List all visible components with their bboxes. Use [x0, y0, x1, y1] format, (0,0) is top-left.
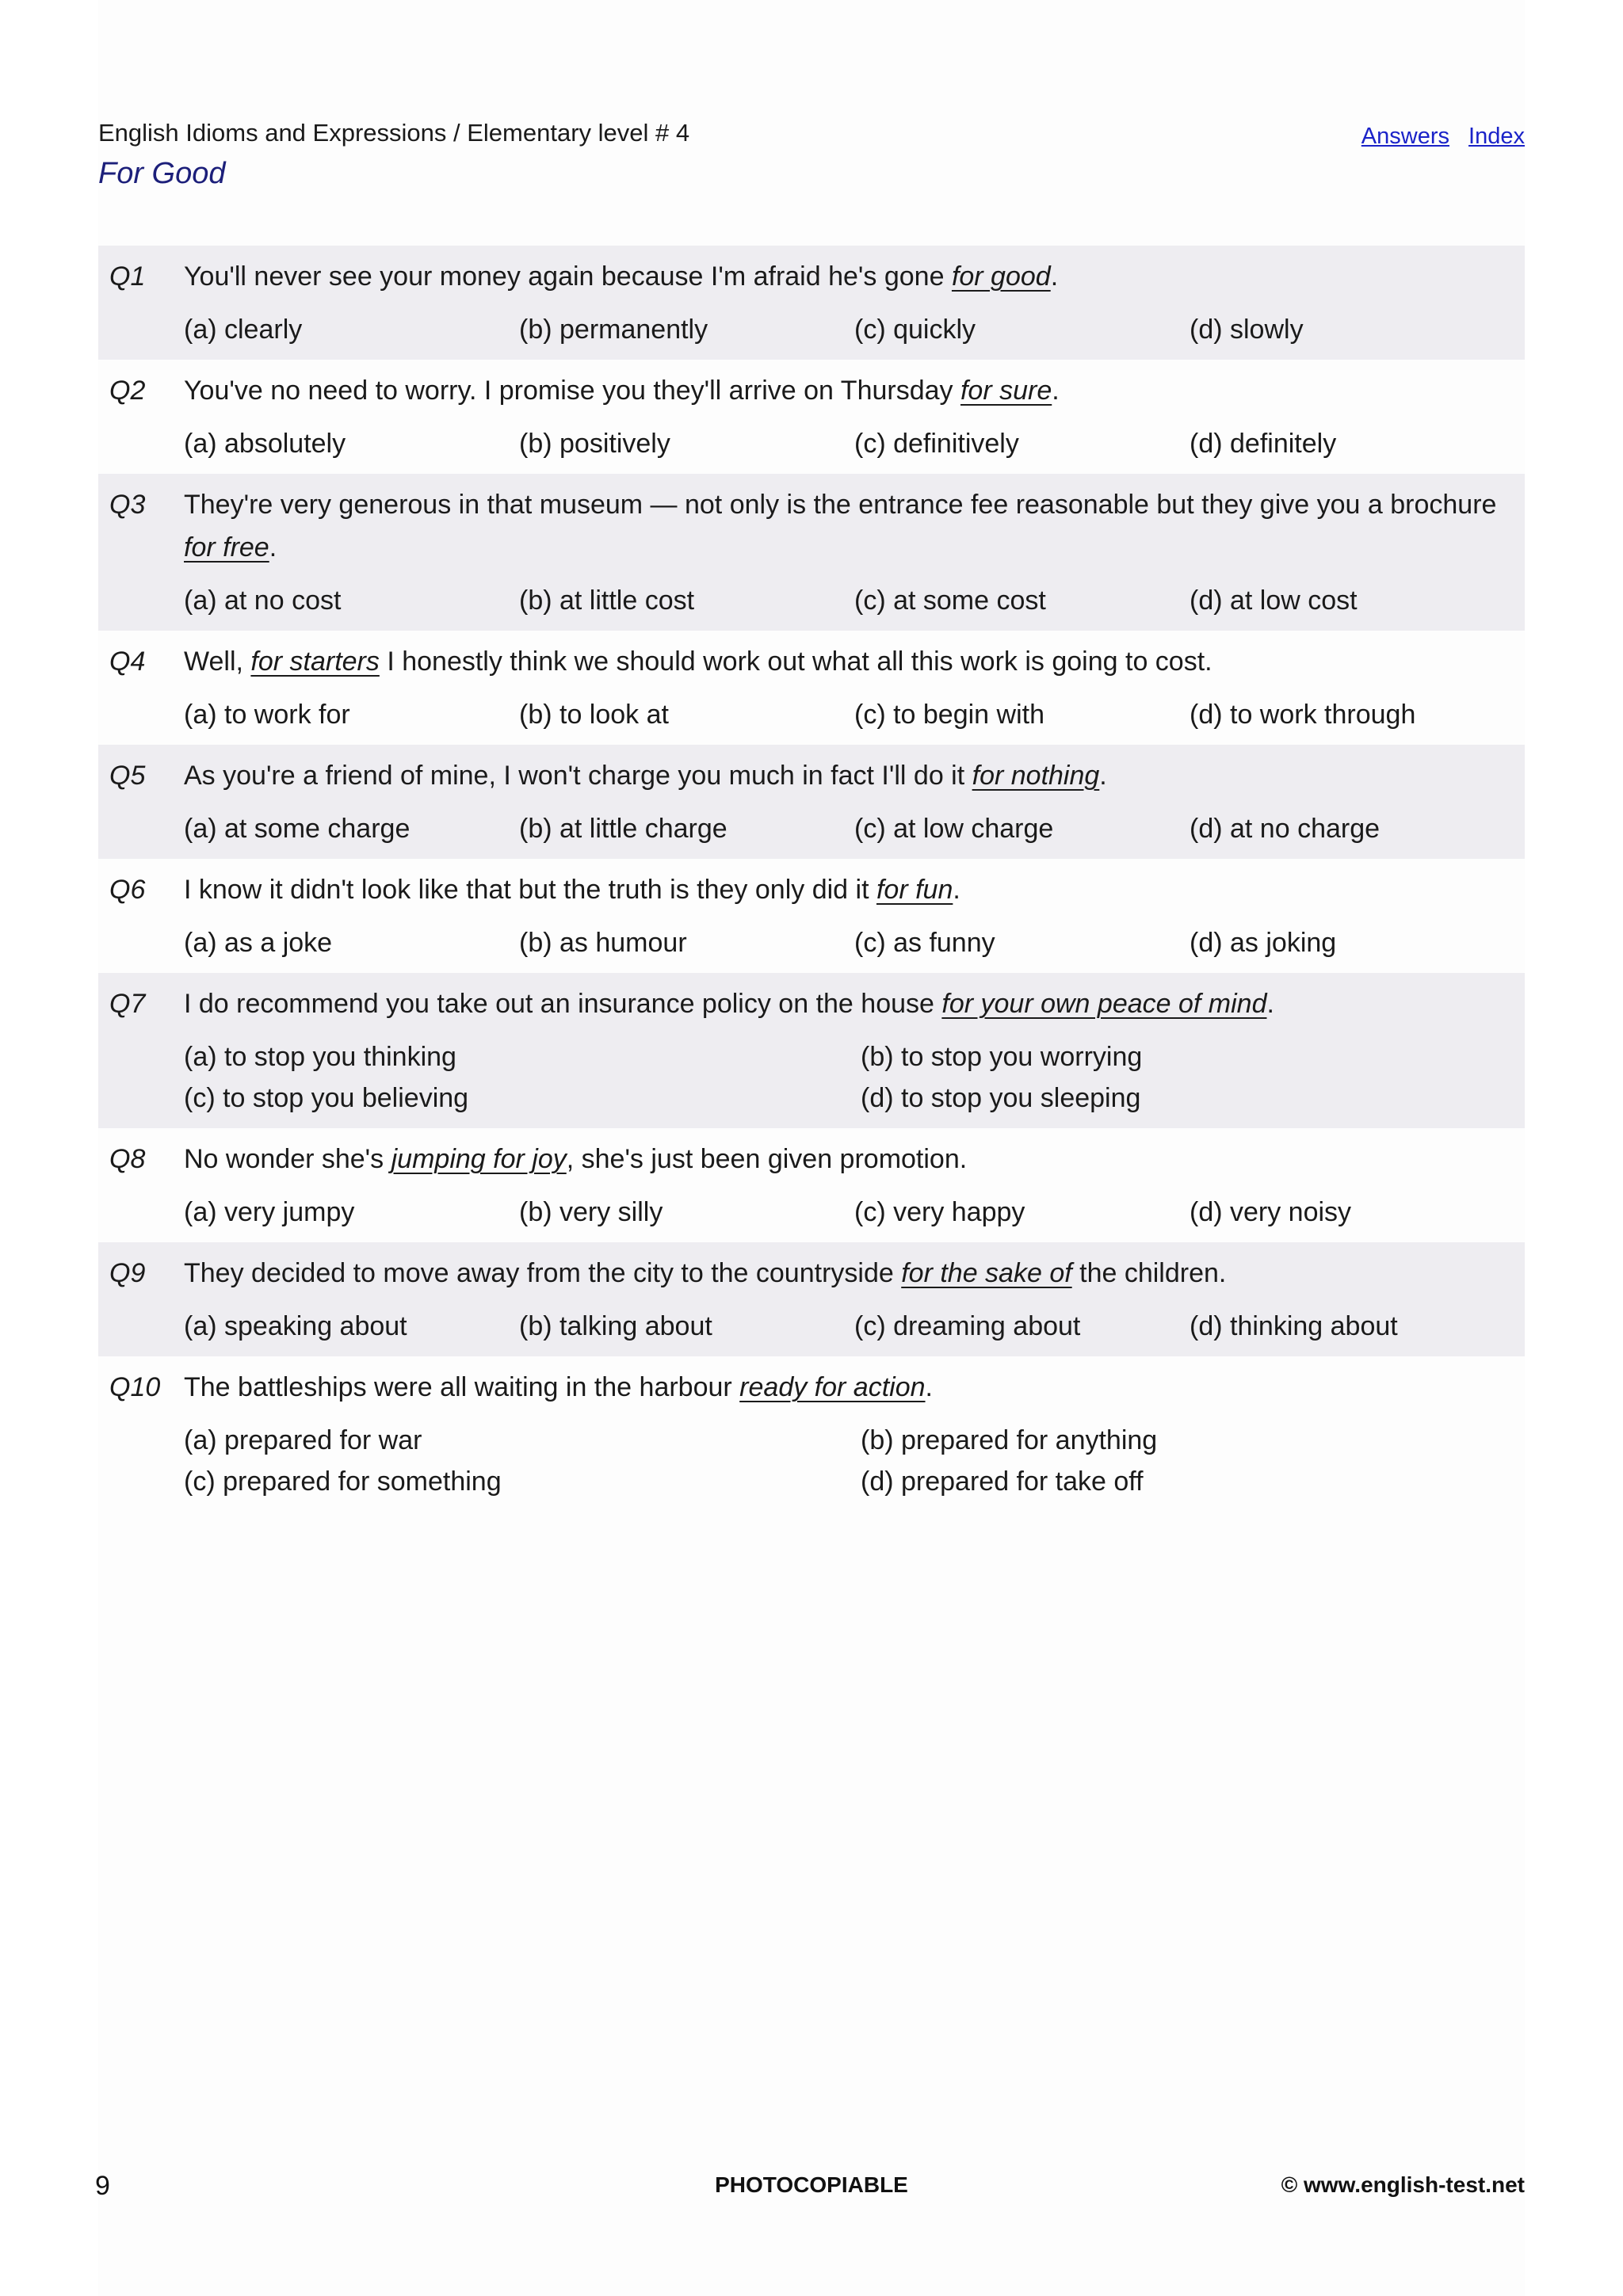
- question-text-after: .: [953, 875, 960, 905]
- question-idiom: for starters: [250, 646, 380, 677]
- question-text-after: the children.: [1071, 1258, 1227, 1288]
- answer-option[interactable]: (a) at no cost: [184, 585, 342, 616]
- series-title: English Idioms and Expressions / Elementary level # 4: [98, 119, 690, 147]
- question-text: [184, 1252, 1514, 1295]
- question-idiom: for sure: [960, 376, 1052, 406]
- question-text-before: They decided to move away from the city to the countryside: [184, 1258, 902, 1288]
- answer-option[interactable]: (a) absolutely: [184, 429, 346, 459]
- question-number: Q2: [109, 376, 146, 406]
- answer-option[interactable]: (d) definitely: [1190, 429, 1337, 459]
- answer-option[interactable]: (a) prepared for war: [184, 1425, 422, 1455]
- answer-option[interactable]: (b) at little cost: [519, 585, 695, 616]
- question-number: Q5: [109, 761, 146, 791]
- question-block: [98, 973, 1525, 1128]
- question-block: [98, 246, 1525, 360]
- question-number: Q4: [109, 646, 146, 677]
- answer-option[interactable]: (c) prepared for something: [184, 1466, 502, 1497]
- answer-option[interactable]: (a) clearly: [184, 315, 303, 345]
- answer-option[interactable]: (a) very jumpy: [184, 1197, 355, 1227]
- question-text: [184, 255, 1514, 298]
- question-text: [184, 1366, 1514, 1409]
- question-number: Q1: [109, 261, 146, 292]
- question-block: [98, 1356, 1525, 1512]
- question-text-before: You'll never see your money again because I'm afraid he's gone: [184, 261, 952, 292]
- answer-options: [184, 694, 1525, 735]
- answer-options: [184, 1192, 1525, 1233]
- question-number: Q3: [109, 490, 146, 520]
- header-links: [1349, 124, 1525, 150]
- answer-option[interactable]: (a) as a joke: [184, 928, 333, 958]
- answer-option[interactable]: (d) slowly: [1190, 315, 1304, 345]
- answer-option[interactable]: (d) to stop you sleeping: [861, 1083, 1141, 1113]
- answer-options: [184, 922, 1525, 963]
- copyright-notice: © www.english-test.net: [1281, 2172, 1525, 2197]
- question-block: [98, 1242, 1525, 1356]
- question-text-before: The battleships were all waiting in the harbour: [184, 1372, 740, 1402]
- answer-options: [184, 1420, 1525, 1502]
- question-number: Q8: [109, 1144, 146, 1174]
- question-block: [98, 360, 1525, 474]
- question-list: [98, 246, 1525, 1512]
- answer-option[interactable]: (b) at little charge: [519, 814, 727, 844]
- question-idiom: for nothing: [972, 761, 1100, 791]
- question-text-before: I know it didn't look like that but the truth is they only did it: [184, 875, 876, 905]
- question-text: [184, 483, 1514, 569]
- answer-options: [184, 1306, 1525, 1347]
- photocopiable-label: PHOTOCOPIABLE: [715, 2172, 908, 2197]
- question-idiom: ready for action: [739, 1372, 926, 1402]
- question-text-after: .: [1099, 761, 1107, 791]
- answer-option[interactable]: (b) permanently: [519, 315, 708, 345]
- answer-option[interactable]: (d) thinking about: [1190, 1311, 1398, 1341]
- question-text-after: .: [269, 532, 277, 563]
- question-idiom: for the sake of: [901, 1258, 1072, 1288]
- answer-option[interactable]: (a) to work for: [184, 700, 350, 730]
- question-text: [184, 1138, 1514, 1180]
- question-block: [98, 859, 1525, 973]
- question-idiom: for good: [951, 261, 1051, 292]
- answer-option[interactable]: (c) to stop you believing: [184, 1083, 469, 1113]
- index-link[interactable]: Index: [1468, 124, 1525, 149]
- page-footer: [95, 2171, 1525, 2210]
- answer-option[interactable]: (a) speaking about: [184, 1311, 407, 1341]
- answer-option[interactable]: (a) at some charge: [184, 814, 411, 844]
- answer-option[interactable]: (b) positively: [519, 429, 670, 459]
- question-text-before: Well,: [184, 646, 251, 677]
- question-text-before: No wonder she's: [184, 1144, 391, 1174]
- page-header: [98, 119, 1525, 214]
- answer-option[interactable]: (c) quickly: [854, 315, 976, 345]
- answer-option[interactable]: (d) at no charge: [1190, 814, 1381, 844]
- answer-option[interactable]: (c) at low charge: [854, 814, 1054, 844]
- answer-option[interactable]: (d) very noisy: [1190, 1197, 1352, 1227]
- question-block: [98, 1128, 1525, 1242]
- question-block: [98, 745, 1525, 859]
- answer-option[interactable]: (c) definitively: [854, 429, 1019, 459]
- question-text: [184, 754, 1514, 797]
- answer-option[interactable]: (b) very silly: [519, 1197, 663, 1227]
- question-number: Q9: [109, 1258, 146, 1288]
- answer-options: [184, 423, 1525, 464]
- question-text-after: .: [1050, 261, 1059, 292]
- question-text: [184, 369, 1514, 412]
- question-idiom: for fun: [876, 875, 953, 905]
- question-text: [184, 640, 1514, 683]
- answer-option[interactable]: (b) prepared for anything: [861, 1425, 1158, 1455]
- question-block: [98, 474, 1525, 631]
- answer-options: [184, 580, 1525, 621]
- answer-options: [184, 808, 1525, 849]
- answer-option[interactable]: (b) to look at: [519, 700, 669, 730]
- question-idiom: for your own peace of mind: [941, 989, 1267, 1019]
- answer-option[interactable]: (a) to stop you thinking: [184, 1042, 456, 1072]
- question-text-after: , she's just been given promotion.: [566, 1144, 968, 1174]
- answer-options: [184, 1036, 1525, 1119]
- answer-option[interactable]: (c) dreaming about: [854, 1311, 1081, 1341]
- question-text-after: .: [925, 1372, 933, 1402]
- question-text-before: I do recommend you take out an insurance policy on the house: [184, 989, 942, 1019]
- question-text: [184, 868, 1514, 911]
- question-number: Q10: [109, 1372, 161, 1402]
- answer-option[interactable]: (d) at low cost: [1190, 585, 1358, 616]
- answer-option[interactable]: (c) very happy: [854, 1197, 1025, 1227]
- answer-option[interactable]: (c) as funny: [854, 928, 995, 958]
- question-number: Q6: [109, 875, 146, 905]
- question-text-before: They're very generous in that museum — not only is the entrance fee reasonable but they give you a brochure: [184, 490, 1497, 520]
- answer-option[interactable]: (b) talking about: [519, 1311, 712, 1341]
- answer-options: [184, 309, 1525, 350]
- answer-option[interactable]: (b) as humour: [519, 928, 687, 958]
- question-idiom: for free: [184, 532, 269, 563]
- answers-link[interactable]: Answers: [1361, 124, 1449, 149]
- question-text-before: You've no need to worry. I promise you they'll arrive on Thursday: [184, 376, 960, 406]
- answer-option[interactable]: (b) to stop you worrying: [861, 1042, 1143, 1072]
- question-text-after: I honestly think we should work out what all this work is going to cost.: [379, 646, 1212, 677]
- answer-option[interactable]: (d) as joking: [1190, 928, 1337, 958]
- page-number: 9: [95, 2171, 110, 2201]
- question-text-before: As you're a friend of mine, I won't charge you much in fact I'll do it: [184, 761, 972, 791]
- answer-option[interactable]: (c) at some cost: [854, 585, 1046, 616]
- question-text: [184, 982, 1514, 1025]
- question-block: [98, 631, 1525, 745]
- answer-option[interactable]: (d) prepared for take off: [861, 1466, 1144, 1497]
- question-text-after: .: [1052, 376, 1060, 406]
- question-text-after: .: [1266, 989, 1274, 1019]
- question-number: Q7: [109, 989, 146, 1019]
- answer-option[interactable]: (c) to begin with: [854, 700, 1044, 730]
- answer-option[interactable]: (d) to work through: [1190, 700, 1416, 730]
- page-title: For Good: [98, 157, 226, 190]
- question-idiom: jumping for joy: [391, 1144, 567, 1174]
